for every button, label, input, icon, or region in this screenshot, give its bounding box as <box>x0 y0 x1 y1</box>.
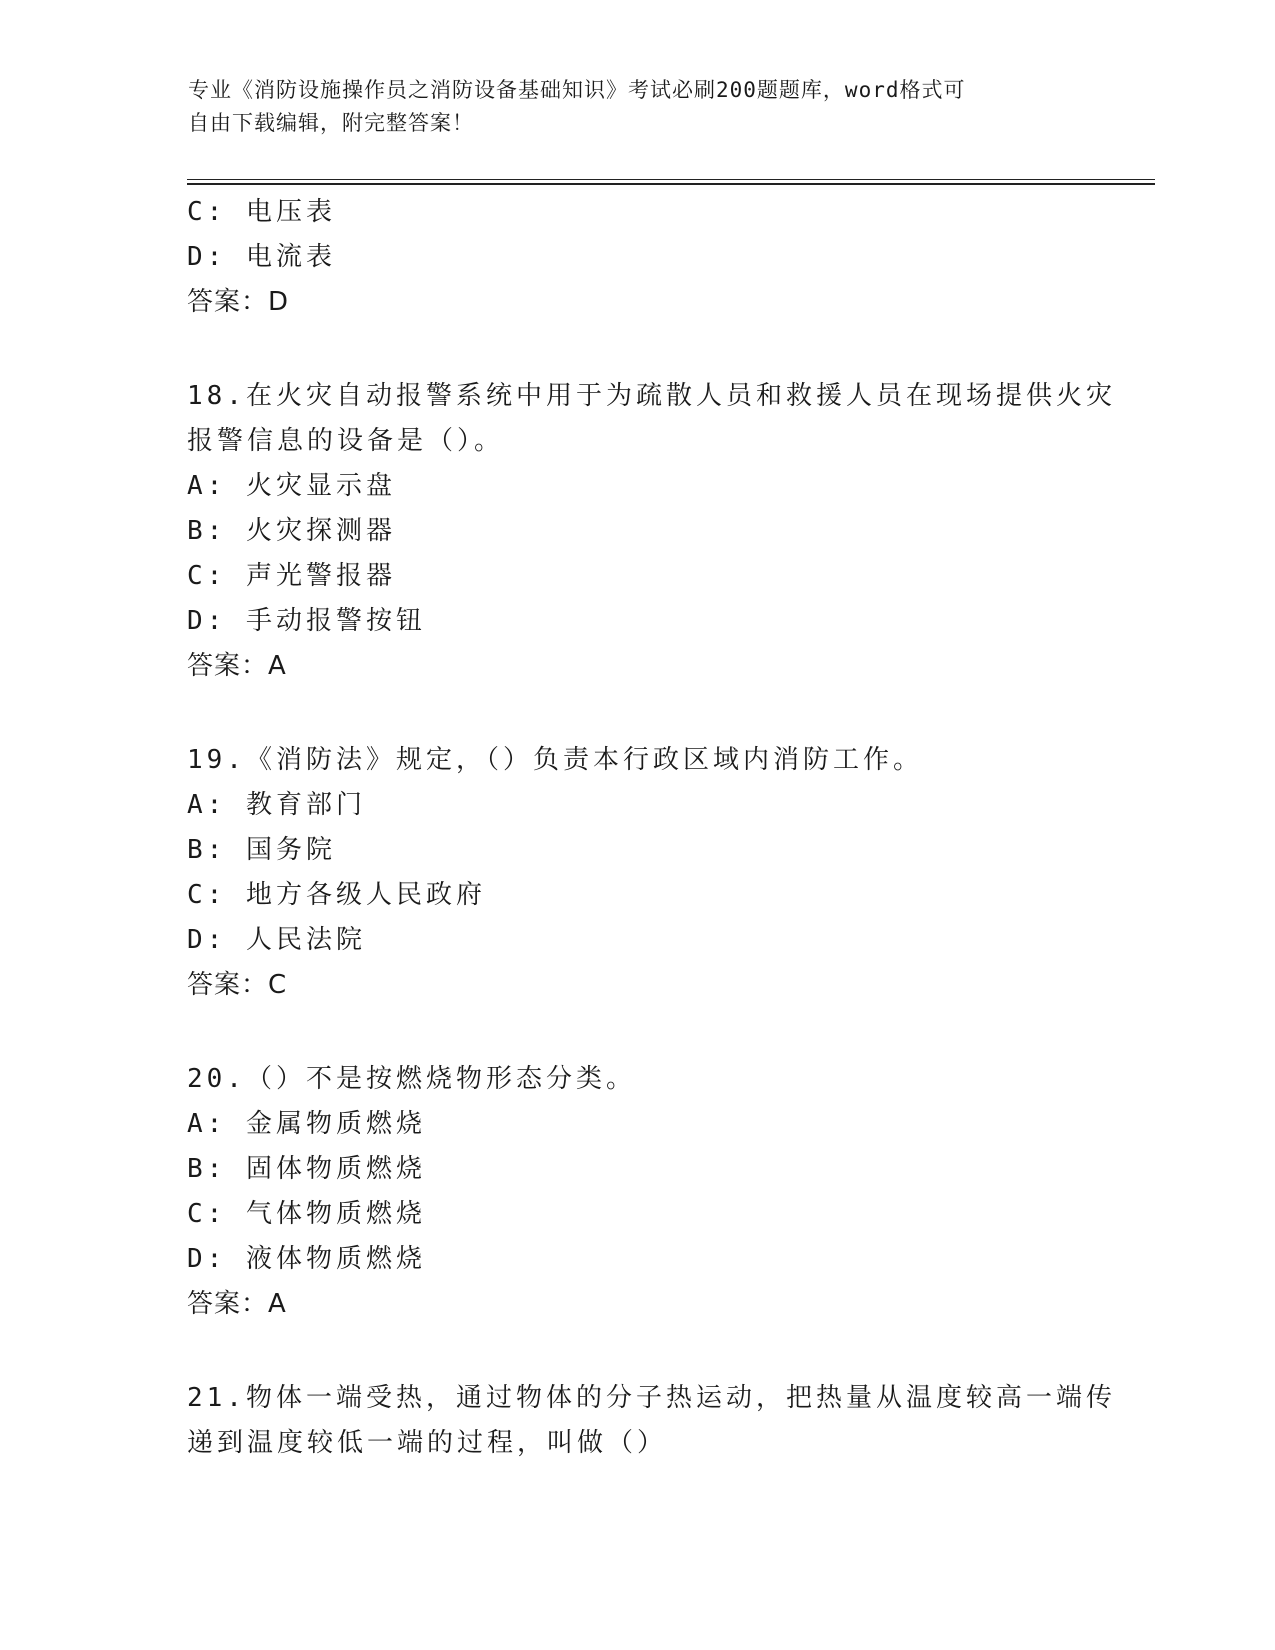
answer-label: 答案：A <box>187 651 287 681</box>
answer-label: 答案：A <box>187 1289 287 1319</box>
question-stem: 报警信息的设备是（）。 <box>187 426 505 456</box>
option-c: C: 地方各级人民政府 <box>187 880 486 910</box>
question-18 <box>187 374 1116 689</box>
page-header <box>188 74 1088 140</box>
answer-label: 答案：C <box>187 970 288 1000</box>
question-stem: 18.在火灾自动报警系统中用于为疏散人员和救援人员在现场提供火灾 <box>187 381 1116 411</box>
option-a: A: 火灾显示盘 <box>187 471 396 501</box>
question-stem: 19.《消防法》规定，（）负责本行政区域内消防工作。 <box>187 745 923 775</box>
option-d: D: 人民法院 <box>187 925 366 955</box>
option-d: D: 液体物质燃烧 <box>187 1244 426 1274</box>
answer-label: 答案：D <box>187 287 290 317</box>
option-c: C: 电压表 <box>187 197 336 227</box>
question-20 <box>187 1057 1087 1327</box>
option-b: B: 固体物质燃烧 <box>187 1154 426 1184</box>
option-d: D: 电流表 <box>187 242 336 272</box>
header-divider-thin <box>187 179 1155 180</box>
question-21 <box>187 1376 1116 1466</box>
option-d: D: 手动报警按钮 <box>187 606 426 636</box>
option-c: C: 气体物质燃烧 <box>187 1199 426 1229</box>
header-title-line-2: 自由下载编辑，附完整答案！ <box>188 111 474 135</box>
question-stem: 21.物体一端受热，通过物体的分子热运动，把热量从温度较高一端传 <box>187 1383 1116 1413</box>
question-stem: 递到温度较低一端的过程，叫做（） <box>187 1428 668 1458</box>
header-divider-thick <box>187 183 1155 185</box>
option-c: C: 声光警报器 <box>187 561 396 591</box>
option-a: A: 教育部门 <box>187 790 366 820</box>
option-b: B: 国务院 <box>187 835 336 865</box>
option-b: B: 火灾探测器 <box>187 516 396 546</box>
option-a: A: 金属物质燃烧 <box>187 1109 426 1139</box>
header-title-line-1: 专业《消防设施操作员之消防设备基础知识》考试必刷200题题库，word格式可 <box>188 78 966 102</box>
question-19 <box>187 738 1087 1008</box>
question-stem: 20.（）不是按燃烧物形态分类。 <box>187 1064 636 1094</box>
carryover-block <box>187 190 1087 325</box>
question-list <box>187 190 1116 1466</box>
